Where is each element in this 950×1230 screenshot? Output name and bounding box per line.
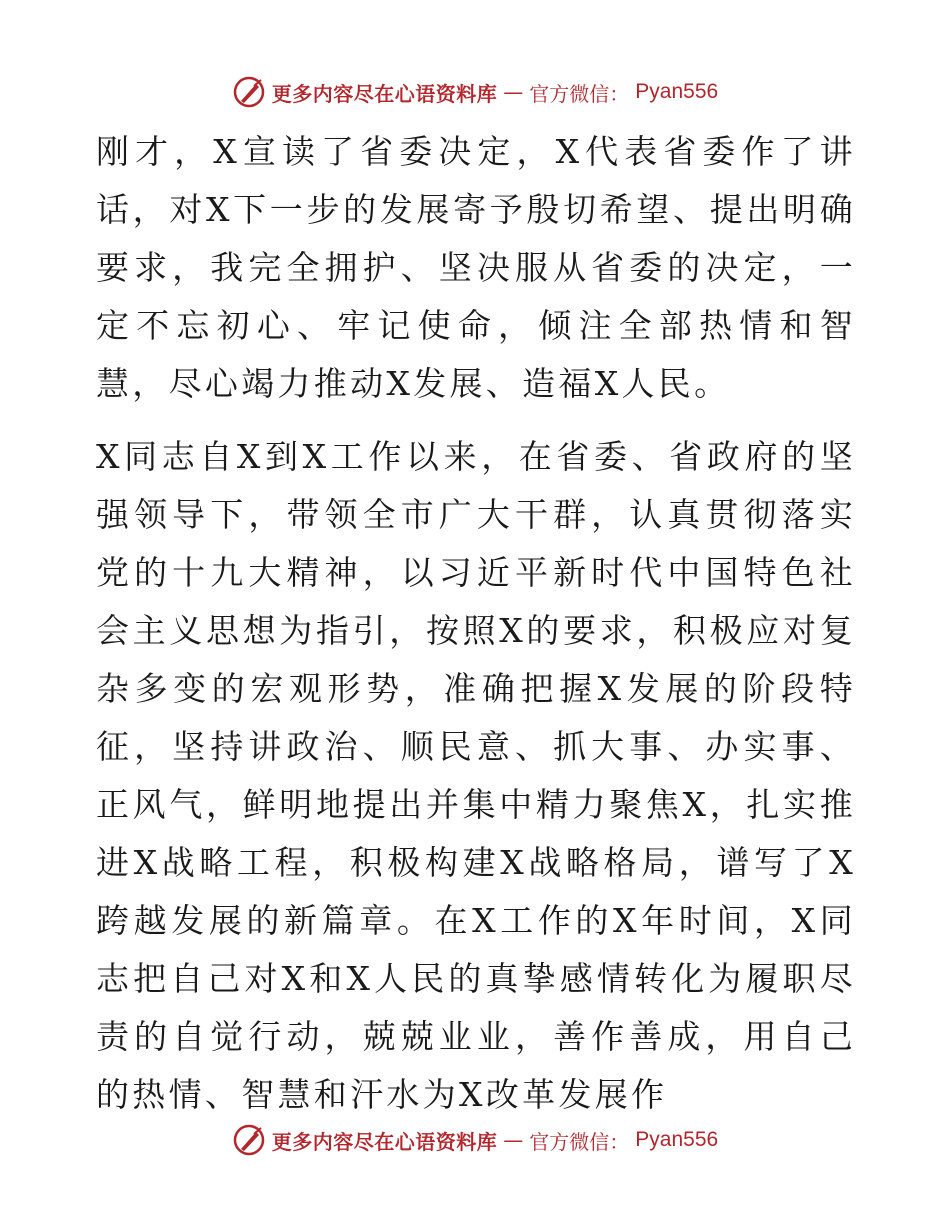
banner-separator: — (503, 80, 524, 104)
banner-separator: — (503, 1128, 524, 1152)
promo-text: 更多内容尽在心语资料库 (271, 81, 498, 106)
footer-banner (0, 1120, 950, 1160)
quill-pen-logo-icon (232, 1123, 266, 1157)
quill-pen-logo-icon (232, 75, 266, 109)
header-banner (0, 72, 950, 112)
paragraph: X同志自X到X工作以来，在省委、省政府的坚强领导下，带领全市广大干群，认真贯彻落实党的十九大精神，以习近平新时代中国特色社会主义思想为指引，按照X的要求，积极应对复杂多变的宏观形势，准确把握X发展的阶段特征，坚持讲政治、顺民意、抓大事、办实事、正风气，鲜明地提出并集中精力聚焦X，扎实推进X战略工程，积极构建X战略格局，谱写了X跨越发展的新篇章。在X工作的X年时间，X同志把自己对X和X人民的真挚感情转化为履职尽责的自觉行动，兢兢业业，善作善成，用自己的热情、智慧和汗水为X改革发展作 (96, 437, 856, 1114)
wechat-id: Pyan556 (635, 80, 719, 103)
paragraph: 刚才，X宣读了省委决定，X代表省委作了讲话，对X下一步的发展寄予殷切希望、提出明确要求，我完全拥护、坚决服从省委的决定，一定不忘初心、牢记使命，倾注全部热情和智慧，尽心竭力推动X发展、造福X人民。 (96, 132, 856, 403)
promo-text: 更多内容尽在心语资料库 (271, 1129, 498, 1154)
wechat-label: 官方微信： (529, 1129, 630, 1154)
document-body (96, 123, 856, 1124)
wechat-label: 官方微信： (529, 81, 630, 106)
wechat-id: Pyan556 (635, 1128, 719, 1151)
